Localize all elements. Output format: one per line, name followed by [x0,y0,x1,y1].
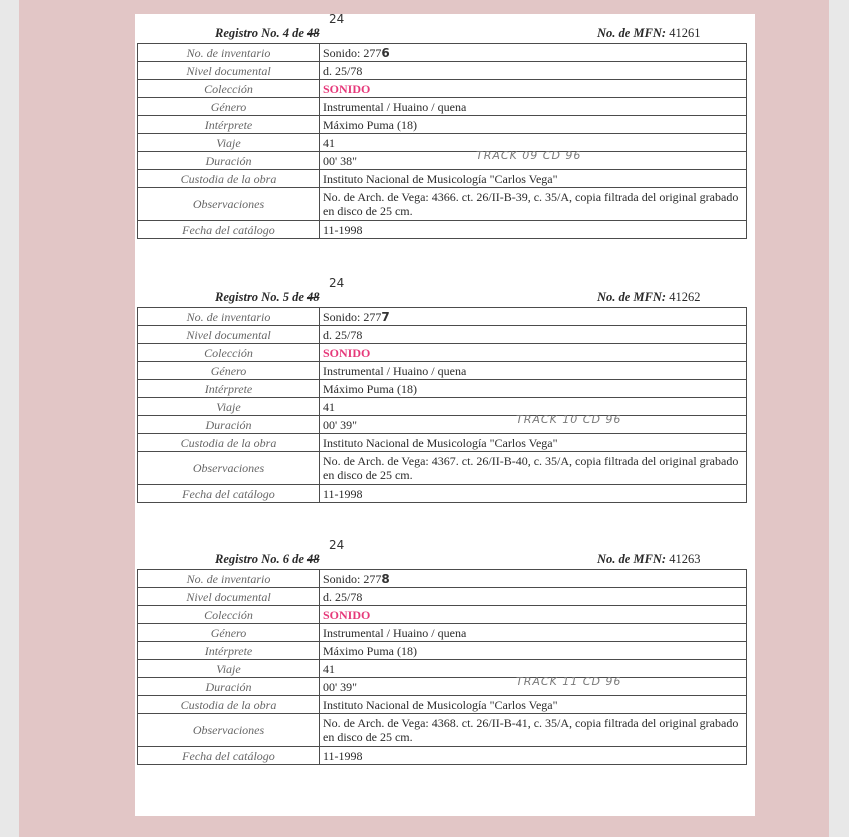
row-nivel: Nivel documental d. 25/78 [138,588,747,606]
row-interprete: Intérprete Máximo Puma (18) [138,380,747,398]
row-viaje: Viaje 41 [138,660,747,678]
row-genero: Género Instrumental / Huaino / quena [138,98,747,116]
row-observaciones: Observaciones No. de Arch. de Vega: 4368. ct. 26/II-B-41, c. 35/A, copia filtrada del original grabado en disco de 25 cm. [138,714,747,747]
record-table [137,307,747,503]
row-observaciones: Observaciones No. de Arch. de Vega: 4367. ct. 26/II-B-40, c. 35/A, copia filtrada del original grabado en disco de 25 cm. [138,452,747,485]
handwritten-total: 24 [329,14,345,26]
row-coleccion: Colección SONIDO [138,80,747,98]
row-genero: Género Instrumental / Huaino / quena [138,362,747,380]
handwritten-track-note: TRACK 09 CD 96 [476,149,582,162]
row-coleccion: Colección SONIDO [138,606,747,624]
row-custodia: Custodia de la obra Instituto Nacional de Musicología "Carlos Vega" [138,170,747,188]
row-interprete: Intérprete Máximo Puma (18) [138,116,747,134]
row-inventario: No. de inventario Sonido: 2777 [138,308,747,326]
handwritten-track-note: TRACK 10 CD 96 [516,413,622,426]
row-duracion: Duración 00' 38" TRACK 09 CD 96 [138,152,747,170]
mfn-number: No. de MFN: 41261 [597,26,701,40]
scanned-document [135,14,755,816]
registro-number: Registro No. 5 de 48 [215,290,320,304]
handwritten-total: 24 [329,538,345,552]
row-coleccion: Colección SONIDO [138,344,747,362]
registro-number: Registro No. 4 de 48 [215,26,320,40]
catalog-record [135,276,755,501]
record-table [137,43,747,239]
mfn-number: No. de MFN: 41262 [597,290,701,304]
catalog-record [135,14,755,237]
row-duracion: Duración 00' 39" TRACK 11 CD 96 [138,678,747,696]
handwritten-track-note: TRACK 11 CD 96 [516,675,622,688]
row-genero: Género Instrumental / Huaino / quena [138,624,747,642]
row-observaciones: Observaciones No. de Arch. de Vega: 4366. ct. 26/II-B-39, c. 35/A, copia filtrada del original grabado en disco de 25 cm. [138,188,747,221]
row-viaje: Viaje 41 [138,134,747,152]
row-nivel: Nivel documental d. 25/78 [138,326,747,344]
row-inventario: No. de inventario Sonido: 2778 [138,570,747,588]
row-duracion: Duración 00' 39" TRACK 10 CD 96 [138,416,747,434]
row-fecha: Fecha del catálogo 11-1998 [138,747,747,765]
row-nivel: Nivel documental d. 25/78 [138,62,747,80]
catalog-record [135,538,755,763]
page-frame [19,0,829,837]
row-viaje: Viaje 41 [138,398,747,416]
registro-number: Registro No. 6 de 48 [215,552,320,566]
handwritten-total: 24 [329,276,345,290]
record-table [137,569,747,765]
record-header [135,540,755,566]
row-interprete: Intérprete Máximo Puma (18) [138,642,747,660]
record-header [135,14,755,40]
mfn-number: No. de MFN: 41263 [597,552,701,566]
row-custodia: Custodia de la obra Instituto Nacional de Musicología "Carlos Vega" [138,434,747,452]
record-header [135,278,755,304]
row-inventario: No. de inventario Sonido: 2776 [138,44,747,62]
row-custodia: Custodia de la obra Instituto Nacional de Musicología "Carlos Vega" [138,696,747,714]
row-fecha: Fecha del catálogo 11-1998 [138,221,747,239]
row-fecha: Fecha del catálogo 11-1998 [138,485,747,503]
